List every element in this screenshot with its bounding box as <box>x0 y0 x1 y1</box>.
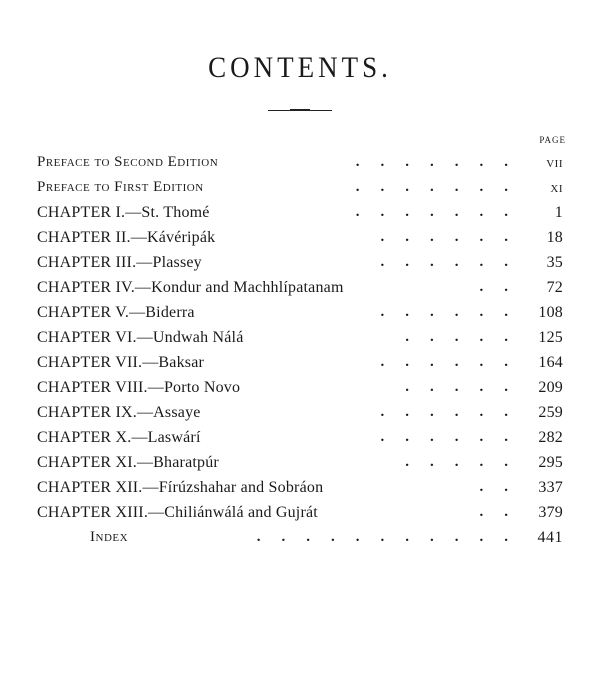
toc-entry <box>37 400 567 425</box>
toc-entry-label: CHAPTER IV.—Kondur and Machhlípatanam <box>37 279 344 296</box>
toc-entry-page: 35 <box>546 254 563 271</box>
leader-dots: ....... <box>355 154 529 170</box>
toc-entry-page: 1 <box>554 204 563 221</box>
toc-entry-page: 282 <box>538 429 563 446</box>
leader-dots: ..... <box>405 379 529 395</box>
toc-entry <box>37 525 567 550</box>
toc-entry-page: xi <box>550 179 563 196</box>
toc-entry <box>37 300 567 325</box>
toc-entry-page: 259 <box>538 404 563 421</box>
toc-entry-page: 209 <box>538 379 563 396</box>
toc-entry-page: 441 <box>537 529 563 546</box>
leader-dots: ...... <box>380 254 529 270</box>
leader-dots: ....... <box>355 179 529 195</box>
toc-entry <box>37 250 567 275</box>
leader-dots: ..... <box>405 329 529 345</box>
toc-entry <box>37 175 567 200</box>
toc-entry-label: CHAPTER X.—Laswárí <box>37 429 201 446</box>
toc-entry <box>37 475 567 500</box>
title-rule <box>268 110 332 111</box>
toc-entry-label: CHAPTER II.—Kávéripák <box>37 229 216 246</box>
leader-dots: ...... <box>380 229 529 245</box>
toc-entry-page: 164 <box>538 354 563 371</box>
toc-entry-label: Preface to Second Edition <box>37 154 219 170</box>
toc-entry <box>37 450 567 475</box>
toc-entry <box>37 500 567 525</box>
toc-entry-label: CHAPTER VI.—Undwah Nálá <box>37 329 244 346</box>
leader-dots: ...... <box>380 304 529 320</box>
leader-dots: ..... <box>405 454 529 470</box>
leader-dots: .. <box>479 279 529 295</box>
toc-entry-page: 72 <box>546 279 563 296</box>
toc-entry <box>37 150 567 175</box>
toc-entry <box>37 350 567 375</box>
toc-entry-label: CHAPTER XI.—Bharatpúr <box>37 454 219 471</box>
toc-entry-label: CHAPTER I.—St. Thomé <box>37 204 210 221</box>
toc-entry-label: Index <box>90 529 129 545</box>
toc-entry-page: 379 <box>538 504 563 521</box>
table-of-contents <box>37 150 567 550</box>
leader-dots: ...... <box>380 404 529 420</box>
toc-entry-label: CHAPTER V.—Biderra <box>37 304 195 321</box>
toc-entry-page: vii <box>546 154 563 171</box>
toc-entry-label: CHAPTER VII.—Baksar <box>37 354 205 371</box>
page-column-heading: PAGE <box>539 135 566 145</box>
toc-entry-page: 295 <box>538 454 563 471</box>
toc-entry-label: CHAPTER III.—Plassey <box>37 254 202 271</box>
leader-dots: .. <box>479 479 529 495</box>
toc-entry <box>37 375 567 400</box>
toc-entry <box>37 200 567 225</box>
toc-entry-label: Preface to First Edition <box>37 179 204 195</box>
leader-dots: ...... <box>380 354 529 370</box>
leader-dots: ........... <box>256 529 529 545</box>
toc-entry-page: 18 <box>546 229 563 246</box>
page-title: CONTENTS. <box>208 50 392 84</box>
toc-entry <box>37 225 567 250</box>
leader-dots: .. <box>479 504 529 520</box>
toc-entry <box>37 325 567 350</box>
toc-entry-label: CHAPTER XIII.—Chiliánwálá and Gujrát <box>37 504 318 521</box>
toc-entry-page: 125 <box>538 329 563 346</box>
leader-dots: ....... <box>355 204 529 220</box>
toc-entry-label: CHAPTER VIII.—Porto Novo <box>37 379 241 396</box>
leader-dots: ...... <box>380 429 529 445</box>
toc-entry <box>37 425 567 450</box>
toc-entry-page: 337 <box>538 479 563 496</box>
toc-entry-label: CHAPTER IX.—Assaye <box>37 404 201 421</box>
toc-entry-label: CHAPTER XII.—Fírúzshahar and Sobráon <box>37 479 324 496</box>
toc-entry <box>37 275 567 300</box>
toc-entry-page: 108 <box>538 304 563 321</box>
